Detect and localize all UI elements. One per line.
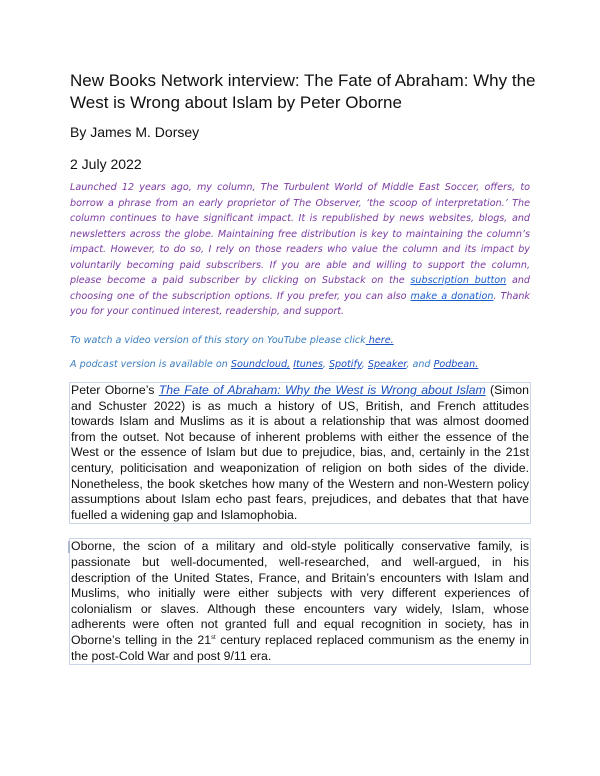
video-line — [70, 335, 530, 346]
itunes-link[interactable]: Itunes — [293, 359, 323, 370]
p1-text-start: Peter Oborne’s — [71, 383, 159, 397]
p1-text-rest: (Simon and Schuster 2022) is as much a history of US, British, and French attitudes towards Islam and Muslims as it is about a relationship that was almost doomed from the outset. Not because of inherent problems with either the essence of the West or the essence of Islam but due to prejudice, bias, and, certainly in the 21st century, politicisation and weaponization of religion on both sides of the divide. Nonetheless, the book sketches how many of the Western and non-Western policy assumptions about Islam echo past fears, prejudices, and debates that that have fuelled a widening gap and Islamophobia. — [71, 383, 529, 522]
intro-text-end: . Thank you for your continued interest, readership, and support. — [70, 290, 530, 317]
article-title: New Books Network interview: The Fate of Abraham: Why the West is Wrong about Islam by Peter Oborne — [70, 71, 536, 112]
p2-superscript: st — [211, 634, 216, 641]
subscription-button-link[interactable]: subscription button — [410, 275, 507, 286]
video-here-link[interactable]: here. — [365, 335, 394, 346]
text-cursor-marker — [68, 541, 70, 553]
body-paragraph-1 — [69, 382, 531, 524]
intro-text-middle: and choosing one of the subscription options. If you prefer, you can also — [70, 275, 531, 302]
body-paragraph-2 — [69, 538, 531, 665]
intro-paragraph — [70, 180, 530, 320]
p2-text-rest: century replaced replaced communism as the enemy in the post-Cold War and post 9/11 era. — [71, 632, 530, 663]
p2-text-start: Oborne, the scion of a military and old-style politically conservative family, is passionate but well-documented, well-researched, and well-argued, in his description of the United States, France, and Britain’s encounters with Islam and Muslims, who initially were either subjects with very different experiences of colonialism or slaves. Although these encounters vary widely, Islam, whose adherents were often not granted full and equal recognition in society, has in Oborne’s telling in the 21 — [71, 539, 529, 647]
podcast-line — [70, 359, 530, 370]
podcast-sep-1: , — [322, 359, 329, 370]
podcast-text: A podcast version is available on — [70, 359, 231, 370]
spreaker-link[interactable]: Speaker — [367, 359, 407, 370]
video-text: To watch a video version of this story on YouTube please click — [70, 335, 366, 346]
podbean-link[interactable]: Podbean. — [433, 359, 479, 370]
intro-text: Launched 12 years ago, my column, The Turbulent World of Middle East Soccer, offers, to borrow a phrase from an early proprietor of The Observer, ‘the scoop of interpretation.’ The column continues to have significant impact. It is republished by news websites, blogs, and newsletters across the globe. Maintaining free distribution is key to maintaining the column’s impact. However, to do so, I rely on those readers who value the column and its impact by voluntarily becoming paid subscribers. If you are able and willing to support the column, please become a paid subscriber by clicking on Substack on the — [70, 182, 530, 286]
soundcloud-link[interactable]: Soundcloud, — [230, 359, 291, 370]
podcast-sep-2: , — [361, 359, 368, 370]
donation-link[interactable]: make a donation — [410, 290, 494, 302]
spotify-link[interactable]: Spotify — [328, 359, 362, 370]
byline: By James M. Dorsey — [70, 124, 200, 140]
book-title-link[interactable]: The Fate of Abraham: Why the West is Wrong about Islam — [158, 383, 486, 397]
article-body — [69, 382, 531, 665]
podcast-sep-3: , and — [406, 359, 434, 370]
publication-date: 2 July 2022 — [70, 156, 142, 172]
